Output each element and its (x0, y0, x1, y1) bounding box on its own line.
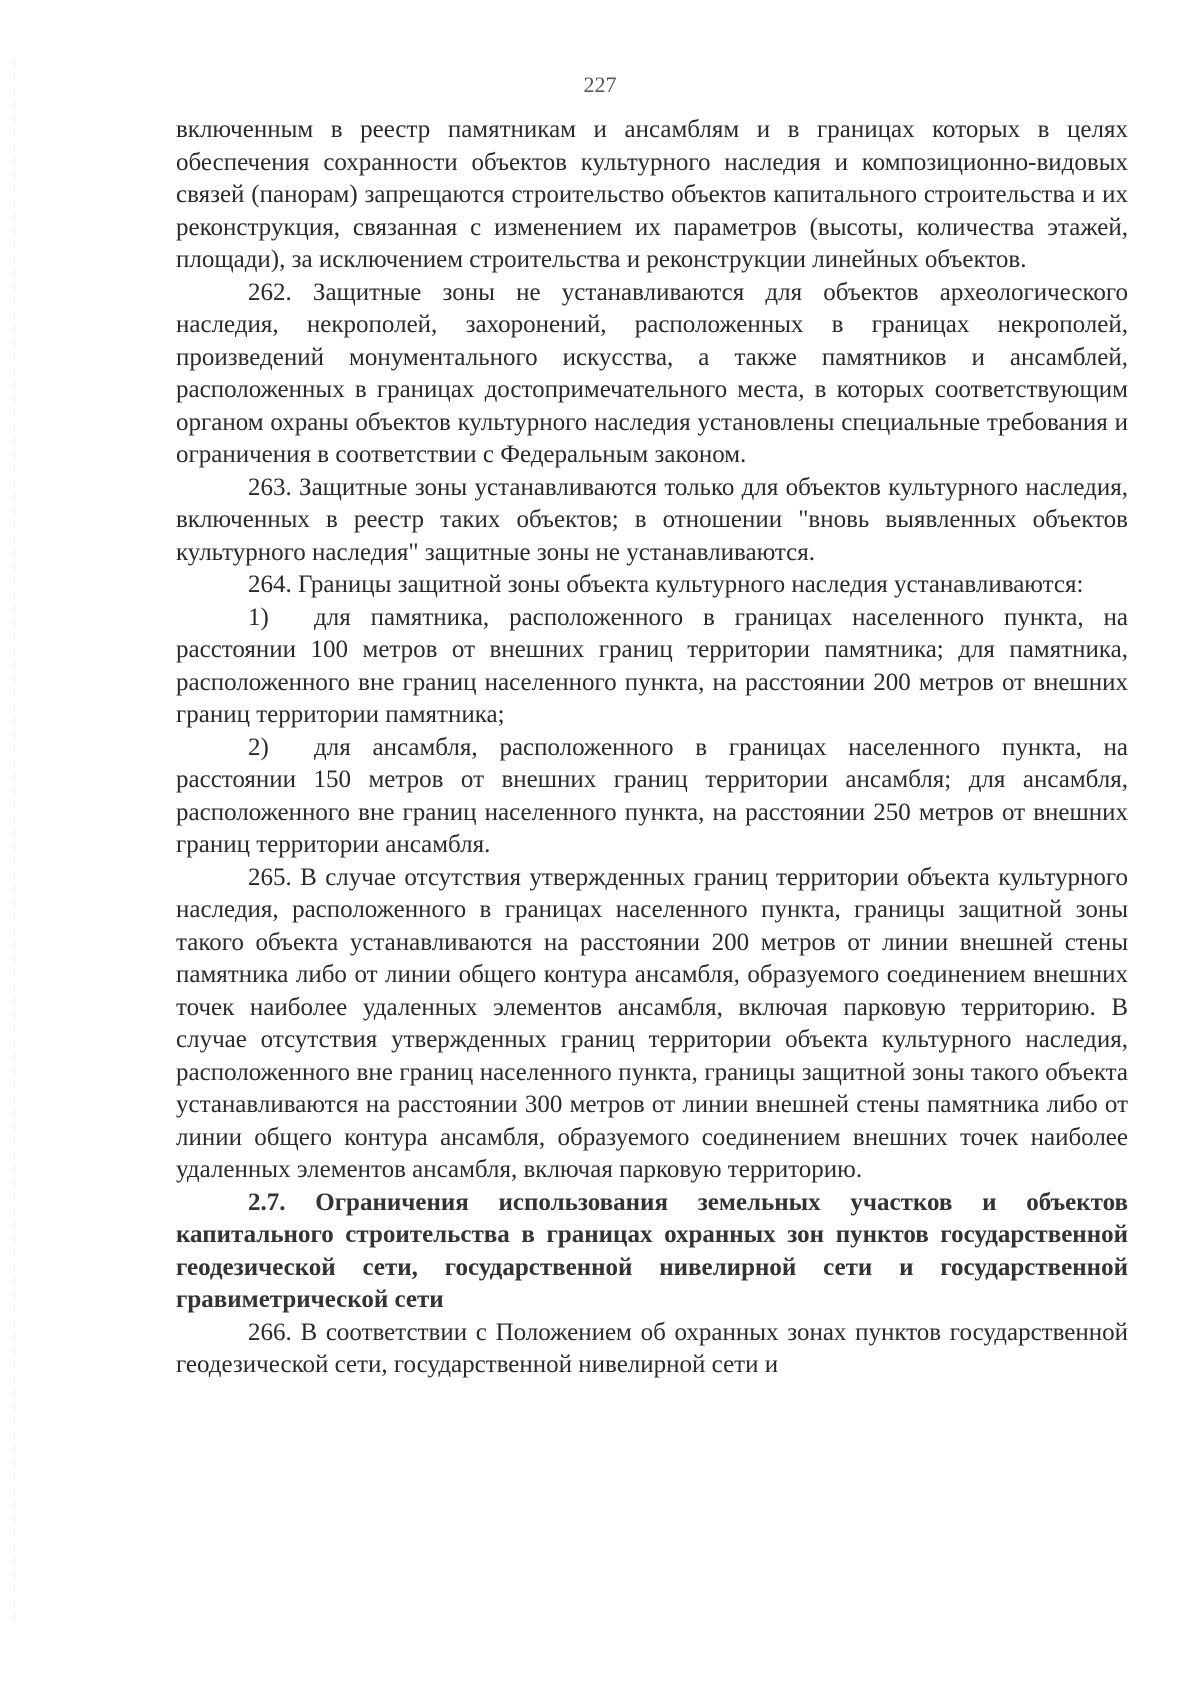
paragraph-266: 266. В соответствии с Положением об охранных зонах пунктов государственной геодезической сети, государственной нивелирной сети и (176, 1318, 1128, 1378)
paragraph-262: 262. Защитные зоны не устанавливаются для объектов археологического наследия, некрополей, захоронений, расположенных в границах некрополей, произведений монументального искусства, а также памятников и ансамблей, расположенных в границах достопримечательного места, в которых соответствующим органом охраны объектов культурного наследия установлены специальные требования и ограничения в соответствии с Федеральным законом. (176, 278, 1128, 468)
list-item-number: 1) (248, 603, 269, 631)
scan-edge-artifact (14, 60, 15, 1620)
paragraph-265: 265. В случае отсутствия утвержденных границ территории объекта культурного наследия, расположенного в границах населенного пункта, границы защитной зоны такого объекта устанавливаются на расстоянии 200 метров от линии внешней стены памятника либо от линии общего контура ансамбля, образуемого соединением внешних точек наиболее удаленных элементов ансамбля, включая парковую территорию. В случае отсутствия утвержденных границ территории объекта культурного наследия, расположенного вне границ населенного пункта, границы защитной зоны такого объекта устанавливаются на расстоянии 300 метров от линии внешней стены памятника либо от линии общего контура ансамбля, образуемого соединением внешних точек наиболее удаленных элементов ансамбля, включая парковую территорию. (176, 863, 1128, 1183)
paragraph-264: 264. Границы защитной зоны объекта культурного наследия устанавливаются: (248, 571, 1084, 598)
paragraph-continuation: включенным в реестр памятникам и ансамблям и в границах которых в целях обеспечения сохранности объектов культурного наследия и композиционно-видовых связей (панорам) запрещаются строительство объектов капитального строительства и их реконструкция, связанная с изменением их параметров (высоты, количества этажей, площади), за исключением строительства и реконструкции линейных объектов. (176, 116, 1128, 273)
list-item-number: 2) (248, 733, 269, 761)
section-heading-2-7: 2.7. Ограничения использования земельных участков и объектов капитального строительства в границах охранных зон пунктов государственной геодезической сети, государственной нивелирной сети и государственной гравиметрической сети (176, 1188, 1128, 1313)
list-item-264-2 (176, 732, 1128, 862)
paragraph-263: 263. Защитные зоны устанавливаются только для объектов культурного наследия, включенных в реестр таких объектов; в отношении "вновь выявленных объектов культурного наследия" защитные зоны не устанавливаются. (176, 473, 1128, 566)
document-body (176, 114, 1128, 1382)
page-number: 227 (583, 72, 617, 97)
list-item-text: для ансамбля, расположенного в границах населенного пункта, на расстоянии 150 метров от внешних границ территории ансамбля; для ансамбля, расположенного вне границ населенного пункта, на расстоянии 250 метров от внешних границ территории ансамбля. (176, 733, 1128, 858)
list-item-264-1 (176, 602, 1128, 732)
list-item-text: для памятника, расположенного в границах населенного пункта, на расстоянии 100 метров от внешних границ территории памятника; для памятника, расположенного вне границ населенного пункта, на расстоянии 200 метров от внешних границ территории памятника; (176, 603, 1128, 728)
